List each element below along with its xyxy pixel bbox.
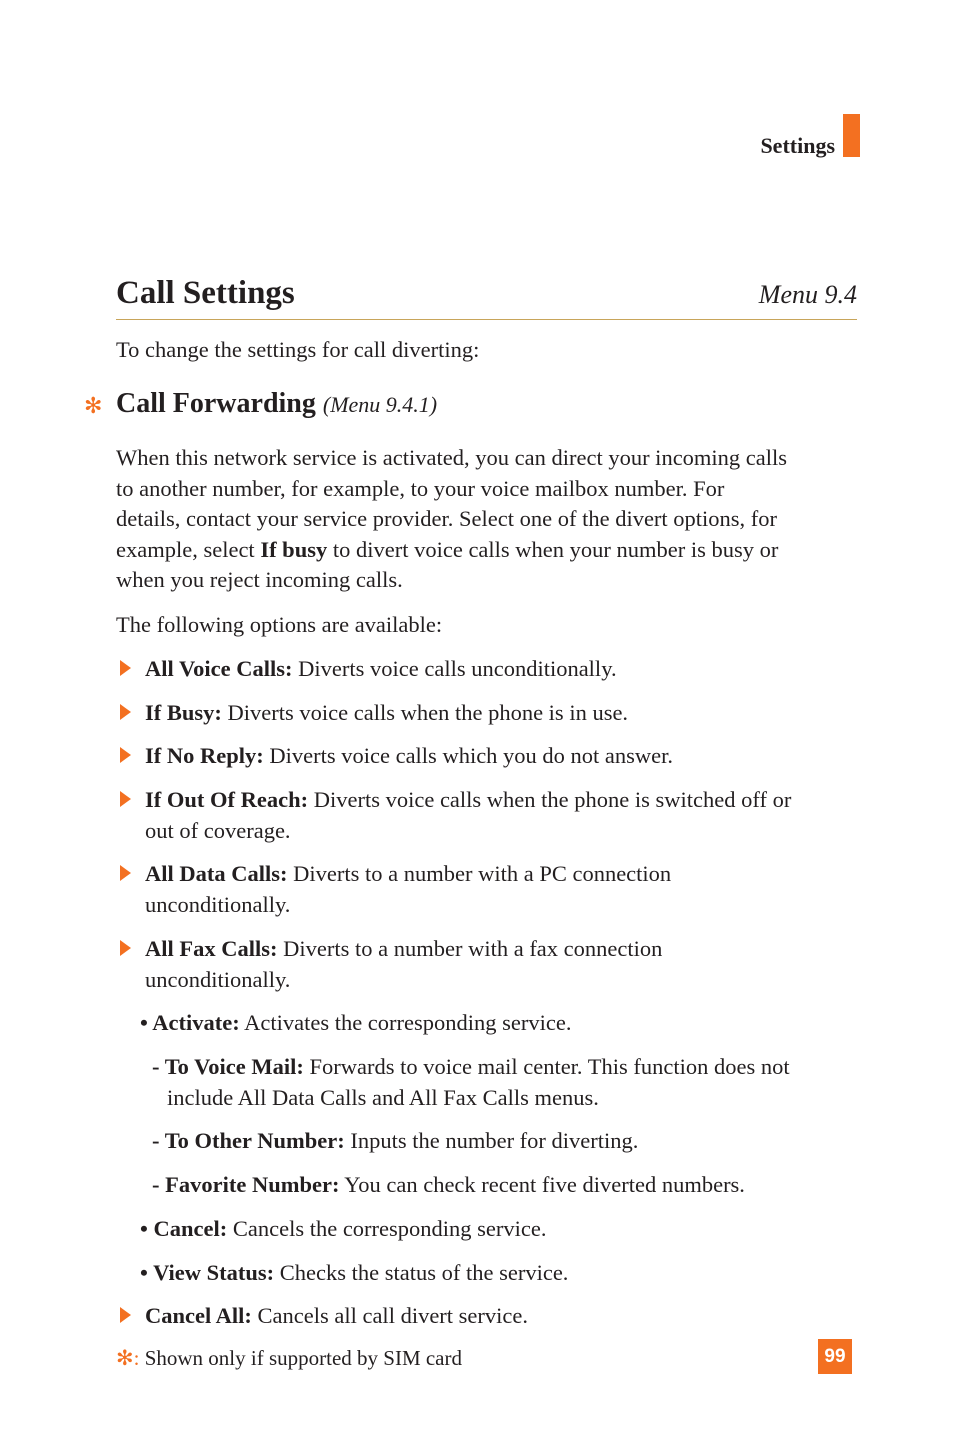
body-line: details, contact your service provider. Select one of the divert options, for: [116, 506, 778, 532]
page-title: Call Settings: [116, 275, 295, 311]
option-label: If Busy:: [145, 700, 222, 725]
body-line: When this network service is activated, you can direct your incoming calls: [116, 445, 788, 470]
arrow-right-icon: [120, 704, 131, 720]
arrow-right-icon: [120, 940, 131, 956]
sub-option-view-status: [140, 1257, 568, 1288]
arrow-right-icon: [120, 791, 131, 807]
option-desc: Diverts voice calls when the phone is switched off or: [308, 787, 792, 812]
footnote: [116, 1343, 462, 1373]
section-menu-ref: (Menu 9.4.1): [322, 392, 438, 417]
sub-option-activate: [140, 1007, 571, 1038]
sub-option-favorite-number: [152, 1169, 745, 1200]
body-text: example, select: [116, 536, 261, 562]
sub-option-desc: Checks the status of the service.: [274, 1260, 569, 1285]
sub-option-desc: Activates the corresponding service.: [239, 1010, 572, 1035]
option-if-busy: [145, 697, 628, 728]
arrow-right-icon: [120, 865, 131, 881]
sub-option-cancel: [140, 1213, 547, 1244]
footnote-text: Shown only if supported by SIM card: [139, 1346, 462, 1370]
asterisk-icon: ✻:: [116, 1346, 140, 1370]
sub-option-desc-continued: include All Data Calls and All Fax Calls menus.: [167, 1085, 599, 1110]
page-number: 99: [818, 1339, 852, 1374]
option-label: All Fax Calls:: [145, 936, 278, 961]
title-divider: [116, 319, 857, 320]
section-heading: [116, 384, 437, 425]
asterisk-icon: ✻: [84, 393, 103, 418]
arrow-right-icon: [120, 1307, 131, 1323]
intro-text: To change the settings for call diverting:: [116, 337, 480, 362]
sub-option-label: • Activate:: [140, 1010, 240, 1035]
sub-option-label: • View Status:: [140, 1260, 275, 1285]
option-label: Cancel All:: [145, 1303, 252, 1328]
body-line: to another number, for example, to your voice mailbox number. For: [116, 475, 725, 501]
body-paragraph: [116, 443, 861, 596]
section-title: Call Forwarding: [116, 388, 316, 419]
option-desc: Cancels all call divert service.: [251, 1303, 529, 1328]
option-desc-continued: unconditionally.: [145, 967, 291, 992]
body-text: to divert voice calls when your number is busy or: [327, 536, 779, 562]
option-desc-continued: out of coverage.: [145, 818, 291, 843]
sub-option-label: - To Voice Mail:: [152, 1054, 304, 1079]
sub-option-desc: Forwards to voice mail center. This function does not: [303, 1054, 790, 1079]
option-desc: Diverts voice calls which you do not answer.: [263, 743, 674, 768]
body-line: [116, 535, 861, 566]
option-if-no-reply: [145, 740, 673, 771]
sub-option-label: - Favorite Number:: [152, 1172, 340, 1197]
body-line: when you reject incoming calls.: [116, 567, 403, 593]
option-all-voice-calls: [145, 653, 617, 684]
option-desc: Diverts to a number with a PC connection: [287, 861, 672, 886]
arrow-right-icon: [120, 660, 131, 676]
option-desc: Diverts to a number with a fax connection: [277, 936, 663, 961]
sub-option-desc: You can check recent five diverted numbers.: [339, 1172, 745, 1197]
options-intro: The following options are available:: [116, 612, 443, 637]
option-desc-continued: unconditionally.: [145, 892, 291, 917]
sub-option-label: - To Other Number:: [152, 1128, 345, 1153]
option-label: If No Reply:: [145, 743, 264, 768]
option-label: All Data Calls:: [145, 861, 288, 886]
sub-option-label: • Cancel:: [140, 1216, 228, 1241]
option-all-fax-calls: [145, 933, 662, 964]
menu-reference: Menu 9.4: [758, 280, 857, 309]
arrow-right-icon: [120, 747, 131, 763]
option-cancel-all: [145, 1300, 528, 1331]
header-tab-marker: [843, 114, 860, 157]
sub-option-desc: Cancels the corresponding service.: [227, 1216, 547, 1241]
option-label: If Out Of Reach:: [145, 787, 309, 812]
option-desc: Diverts voice calls when the phone is in use.: [221, 700, 629, 725]
running-header-label: Settings: [760, 133, 835, 158]
option-desc: Diverts voice calls unconditionally.: [292, 656, 617, 681]
sub-option-to-voice-mail: [152, 1051, 790, 1082]
body-bold-term: If busy: [260, 536, 328, 562]
sub-option-to-other-number: [152, 1125, 638, 1156]
option-label: All Voice Calls:: [145, 656, 293, 681]
option-if-out-of-reach: [145, 784, 791, 815]
sub-option-desc: Inputs the number for diverting.: [344, 1128, 639, 1153]
option-all-data-calls: [145, 858, 671, 889]
